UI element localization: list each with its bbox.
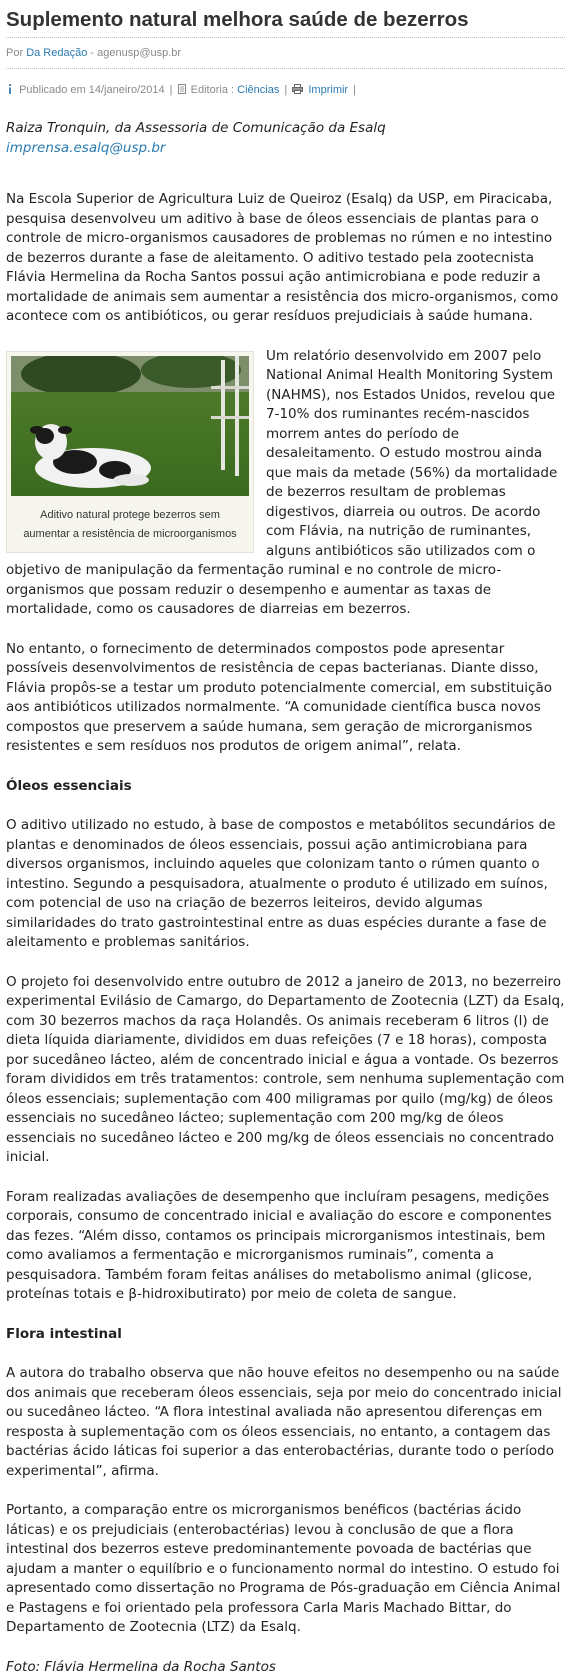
- subheading-oleos: Óleos essenciais: [6, 777, 565, 797]
- author-email[interactable]: imprensa.esalq@usp.br: [6, 140, 165, 156]
- page-icon: [178, 84, 186, 94]
- paragraph-resistance: No entanto, o fornecimento de determinados compostos pode apresentar possíveis desenvolvimentos de resistência de cepas bacterianas. Diante disso, Flávia propôs-se a testar um produto potencialmente comercial, em substituição aos antibióticos utilizados normalmente. “A comunidade científica busca novos compostos que preservem a saúde humana, sem geração de microrganismos resistentes e sem resíduos nos produtos de origem animal”, relata.: [6, 640, 565, 757]
- separator: |: [170, 84, 173, 96]
- author-line: Raiza Tronquin, da Assessoria de Comunicação da Esalq: [6, 120, 386, 136]
- subheading-flora: Flora intestinal: [6, 1325, 565, 1345]
- printer-icon[interactable]: [292, 84, 303, 94]
- by-label: Por: [6, 47, 23, 59]
- figure-caption: Aditivo natural protege bezerros sem aumentar a resistência de microorganismos: [11, 496, 249, 546]
- article-title: Suplemento natural melhora saúde de bezerros: [6, 0, 565, 38]
- paragraph-intro: Na Escola Superior de Agricultura Luiz de Queiroz (Esalq) da USP, em Piracicaba, pesquisa desenvolveu um aditivo à base de óleos essenciais de plantas para o controle de micro-organismos causadores de problemas no rúmen e no intestino de bezerros durante a fase de aleitamento. O aditivo testado pela zootecnista Flávia Hermelina da Rocha Santos possui ação antimicrobiana e pode reduzir a mortalidade de animais sem aumentar a resistência dos micro-organismos, como acontece com os antibióticos, ou gerar resíduos prejudiciais à saúde humana.: [6, 190, 565, 327]
- editoria-link[interactable]: Ciências: [237, 84, 279, 96]
- published-date: Publicado em 14/janeiro/2014: [19, 84, 165, 96]
- paragraph-flora: A autora do trabalho observa que não houve efeitos no desempenho ou na saúde dos animais que receberam óleos essenciais, seja por meio do concentrado inicial ou sucedâneo lácteo. “A flora intestinal avaliada não apresentou diferenças em resposta à suplementação com os óleos essenciais, no entanto, a contagem das bactérias ácido láticas foi superior a das enterobactérias, durante todo o período experimental”, afirma.: [6, 1364, 565, 1481]
- paragraph-evaluations: Foram realizadas avaliações de desempenho que incluíram pesagens, medições corporais, consumo de concentrado inicial e avaliação do escore e componentes das fezes. “Além disso, contamos os principais microrganismos intestinais, bem como avaliamos a fermentação e microrganismos ruminais”, comenta a pesquisadora. Também foram feitas análises do metabolismo animal (glicose, proteínas totais e β-hidroxibutirato) por meio de coleta de sangue.: [6, 1188, 565, 1305]
- calf-photo: [11, 356, 249, 496]
- paragraph-project: O projeto foi desenvolvido entre outubro de 2012 a janeiro de 2013, no bezerreiro experimental Evilásio de Camargo, do Departamento de Zootecnia (LZT) da Esalq, com 30 bezerros machos da raça Holandês. Os animais receberam 6 litros (l) de dieta líquida diariamente, divididos em duas refeições (7 e 18 horas), composta por sucedâneo lácteo, além de concentrado inicial e água a vontade. Os bezerros foram divididos em três tratamentos: controle, sem nenhuma suplementação com óleos essenciais; suplementação com 400 miligramas por quilo (mg/kg) de óleos essenciais no sucedâneo lácteo; suplementação com 200 mg/kg de óleos essenciais no sucedâneo lácteo e 200 mg/kg de óleos essenciais no concentrado inicial.: [6, 973, 565, 1168]
- photo-credit: Foto: Flávia Hermelina da Rocha Santos: [6, 1658, 565, 1677]
- article-body: [6, 119, 565, 1677]
- article-meta: [6, 38, 565, 69]
- separator: |: [353, 84, 356, 96]
- editoria-label: Editoria :: [191, 84, 234, 96]
- publication-info: [6, 77, 565, 103]
- contact-email: - agenusp@usp.br: [90, 47, 181, 59]
- paragraph-conclusion: Portanto, a comparação entre os microrganismos benéficos (bactérias ácido láticas) e os prejudiciais (enterobactérias) levou à conclusão de que a flora intestinal dos bezerros esteve predominantemente povoada de bactérias que ajudam a manter o equilíbrio e o funcionamento normal do intestino. O estudo foi apresentado como dissertação no Programa de Pós-graduação em Ciência Animal e Pastagens e foi orientado pela professora Carla Maris Machado Bittar, do Departamento de Zootecnia (LTZ) da Esalq.: [6, 1501, 565, 1638]
- info-icon: [6, 84, 14, 94]
- paragraph-report: Um relatório desenvolvido em 2007 pelo National Animal Health Monitoring System (NAHMS), nos Estados Unidos, revelou que 7-10% dos ruminantes recém-nascidos morrem antes do período de desaleitamento. O estudo mostrou ainda que mais da metade (56%) da mortalidade de bezerros resultam de problemas digestivos, diarreia ou outros. De acordo com Flávia, na nutrição de ruminantes, alguns antibióticos são utilizados com o objetivo de manipulação da fermentação ruminal e no controle de micro-organismos que possam reduzir o desempenho e aumentar as taxas de mortalidade, como os causadores de diarreias em bezerros.: [6, 347, 565, 620]
- article-figure: [6, 351, 254, 553]
- author-credit: [6, 119, 565, 158]
- author-link[interactable]: Da Redação: [26, 47, 87, 59]
- print-link[interactable]: Imprimir: [308, 84, 348, 96]
- separator: |: [284, 84, 287, 96]
- paragraph-additive: O aditivo utilizado no estudo, à base de compostos e metabólitos secundários de plantas e denominados de óleos essenciais, possui ação antimicrobiana para diversos organismos, incluindo aqueles que colonizam tanto o rúmen quanto o intestino. Segundo a pesquisadora, atualmente o produto é utilizado em suínos, com potencial de uso na criação de bezerros leiteiros, devido algumas similaridades do trato gastrointestinal entre as duas espécies durante a fase de aleitamento e problemas sanitários.: [6, 816, 565, 953]
